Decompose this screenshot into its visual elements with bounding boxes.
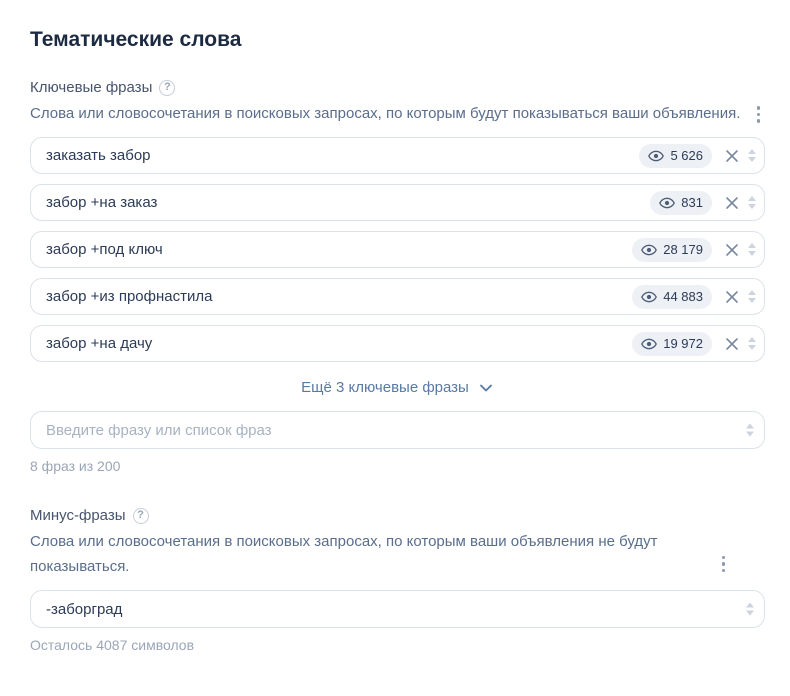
phrase-counter: 8 фраз из 200 xyxy=(30,458,121,474)
arrow-down-icon xyxy=(746,432,754,437)
arrow-up-icon xyxy=(748,243,756,248)
resize-arrows[interactable] xyxy=(744,603,756,616)
remove-phrase-button[interactable] xyxy=(723,241,741,259)
arrow-up-icon xyxy=(748,290,756,295)
reorder-arrows[interactable] xyxy=(746,149,758,162)
arrow-down-icon xyxy=(748,251,756,256)
keyword-phrase-row[interactable] xyxy=(30,278,765,315)
remove-phrase-button[interactable] xyxy=(723,335,741,353)
arrow-up-icon xyxy=(748,337,756,342)
minus-description-text: Слова или словосочетания в поисковых запросах, по которым ваши объявления не будут показываться. xyxy=(30,533,658,575)
new-phrase-input[interactable] xyxy=(30,411,765,449)
minus-phrase-input[interactable] xyxy=(30,590,765,628)
views-count: 44 883 xyxy=(663,289,703,304)
remove-phrase-button[interactable] xyxy=(723,194,741,212)
keyword-phrase-text[interactable]: забор +на заказ xyxy=(46,194,158,211)
keywords-description-text: Слова или словосочетания в поисковых запросах, по которым будут показываться ваши объявления. xyxy=(30,105,741,122)
keywords-description xyxy=(30,101,765,126)
chars-left-counter: Осталось 4087 символов xyxy=(30,637,195,653)
eye-icon xyxy=(641,242,657,258)
keywords-section-label xyxy=(30,79,765,96)
keyword-phrase-row[interactable] xyxy=(30,184,765,221)
arrow-down-icon xyxy=(748,298,756,303)
kebab-menu-icon[interactable] xyxy=(719,553,729,576)
minus-phrases-section xyxy=(30,507,765,653)
keyword-phrase-text[interactable]: забор +из профнастила xyxy=(46,288,213,305)
chevron-down-icon xyxy=(478,380,494,396)
arrow-up-icon xyxy=(746,603,754,608)
page-title: Тематические слова xyxy=(30,28,242,51)
arrow-down-icon xyxy=(748,204,756,209)
views-count: 5 626 xyxy=(670,148,703,163)
expand-more-phrases-button[interactable] xyxy=(30,379,765,396)
eye-icon xyxy=(659,195,675,211)
keyword-phrase-row[interactable] xyxy=(30,325,765,362)
minus-section-label xyxy=(30,507,765,524)
minus-phrase-field xyxy=(30,590,765,628)
resize-arrows[interactable] xyxy=(744,424,756,437)
views-badge xyxy=(639,144,712,168)
close-icon xyxy=(723,288,741,306)
reorder-arrows[interactable] xyxy=(746,290,758,303)
views-badge xyxy=(650,191,712,215)
keywords-label-text: Ключевые фразы xyxy=(30,79,153,96)
arrow-up-icon xyxy=(748,149,756,154)
views-badge xyxy=(632,238,712,262)
keyword-phrase-text[interactable]: заказать забор xyxy=(46,147,151,164)
arrow-down-icon xyxy=(748,157,756,162)
new-phrase-field xyxy=(30,411,765,449)
views-badge xyxy=(632,285,712,309)
help-icon[interactable]: ? xyxy=(133,508,149,524)
keyword-phrase-row[interactable] xyxy=(30,137,765,174)
arrow-down-icon xyxy=(748,345,756,350)
keyword-phrase-row[interactable] xyxy=(30,231,765,268)
eye-icon xyxy=(641,289,657,305)
close-icon xyxy=(723,335,741,353)
expand-more-label: Ещё 3 ключевые фразы xyxy=(301,379,469,396)
reorder-arrows[interactable] xyxy=(746,337,758,350)
close-icon xyxy=(723,147,741,165)
remove-phrase-button[interactable] xyxy=(723,288,741,306)
kebab-menu-icon[interactable] xyxy=(754,103,764,126)
help-icon[interactable]: ? xyxy=(159,80,175,96)
remove-phrase-button[interactable] xyxy=(723,147,741,165)
arrow-up-icon xyxy=(746,424,754,429)
keyword-phrase-text[interactable]: забор +под ключ xyxy=(46,241,163,258)
minus-label-text: Минус-фразы xyxy=(30,507,126,524)
arrow-up-icon xyxy=(748,196,756,201)
views-count: 28 179 xyxy=(663,242,703,257)
minus-description xyxy=(30,529,730,579)
close-icon xyxy=(723,241,741,259)
reorder-arrows[interactable] xyxy=(746,243,758,256)
eye-icon xyxy=(641,336,657,352)
keyword-phrase-list xyxy=(30,137,765,362)
views-count: 831 xyxy=(681,195,703,210)
keywords-section xyxy=(30,79,765,474)
keyword-phrase-text[interactable]: забор +на дачу xyxy=(46,335,153,352)
views-count: 19 972 xyxy=(663,336,703,351)
eye-icon xyxy=(648,148,664,164)
views-badge xyxy=(632,332,712,356)
close-icon xyxy=(723,194,741,212)
arrow-down-icon xyxy=(746,611,754,616)
reorder-arrows[interactable] xyxy=(746,196,758,209)
